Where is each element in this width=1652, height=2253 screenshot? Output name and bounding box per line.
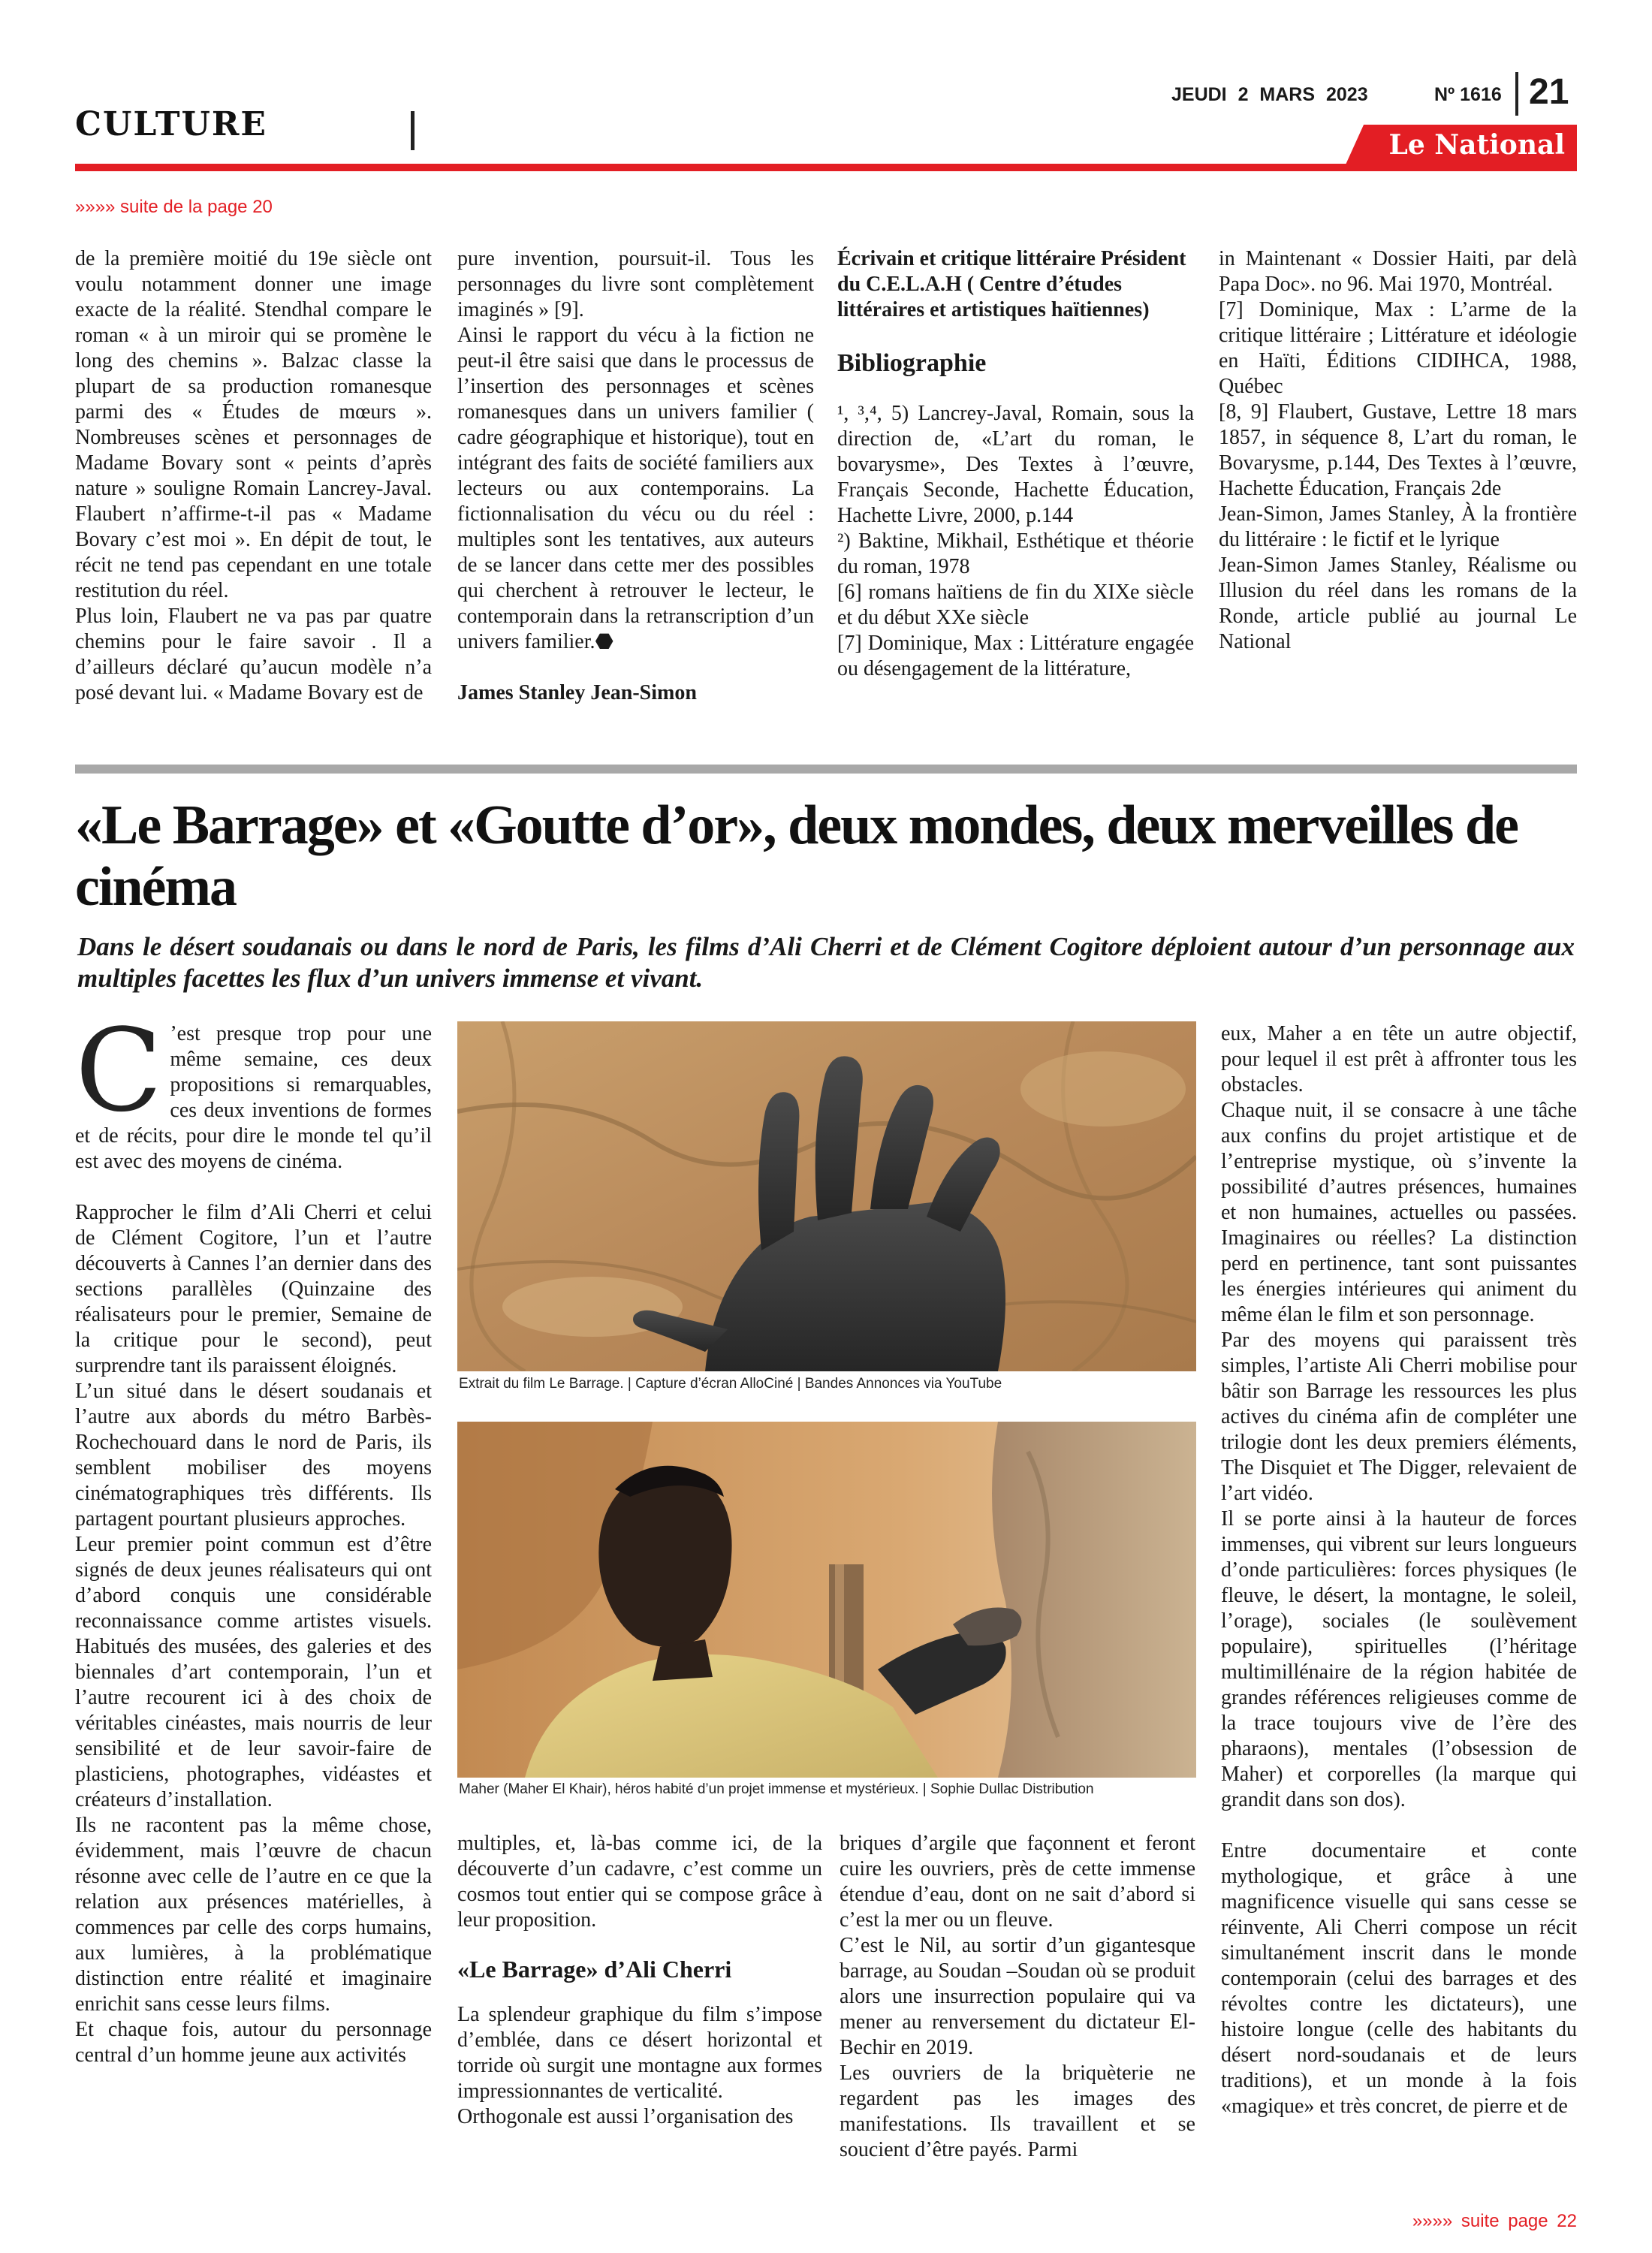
prev-article-column-3 — [837, 246, 1194, 682]
paragraph: pure invention, poursuit-il. Tous les personnages du livre sont complètement imaginés » [9]. — [457, 247, 814, 321]
section-divider — [411, 111, 415, 150]
image-caption: Maher (Maher El Khair), héros habité d’un projet immense et mystérieux. | Sophie Dullac Distribution — [459, 1781, 1094, 1797]
prev-article-column-4 — [1219, 246, 1577, 655]
paragraph: multiples, et, là-bas comme ici, de la découverte d’un cadavre, c’est comme un cosmos tout entier qui se compose grâce à leur proposition. — [457, 1832, 822, 1932]
author-role: Écrivain et critique littéraire Président du C.E.L.A.H ( Centre d’études littéraires et artistiques haïtiennes) — [837, 247, 1186, 321]
paragraph: Rapprocher le film d’Ali Cherri et celui de Clément Cogitore, l’un et l’autre découverts à Cannes l’an dernier dans des sections parallèles (Quinzaine des réalisateurs pour le premier, Semaine de la critique pour le second), peut surprendre tant ils paraissent éloignés. — [75, 1201, 432, 1377]
bibliography-entry: ¹, ³,⁴, 5) Lancrey-Javal, Romain, sous la direction de, «L’art du roman, le bovarysme», Des Textes à l’œuvre, Français Seconde, Hachette Éducation, Hachette Livre, 2000, p.144 — [837, 402, 1194, 527]
paragraph: C’est le Nil, au sortir d’un gigantesque barrage, au Soudan –Soudan où se produit alors une insurrection populaire qui va mener au renversement du dictateur El-Bechir en 2019. — [840, 1934, 1195, 2059]
maher-portrait-image — [457, 1422, 1196, 1778]
issue-number: Nº 1616 — [1434, 84, 1502, 105]
paragraph: eux, Maher a en tête un autre objectif, pour lequel il est prêt à affronter tous les obstacles. — [1221, 1022, 1577, 1096]
prev-article-column-1 — [75, 246, 432, 706]
opening-text: ’est presque trop pour une même semaine, ces deux propositions si remarquables, ces deux inventions de formes et de récits, pour dire le monde tel qu’il est avec des moyens de cinéma. — [75, 1022, 432, 1173]
article-headline: «Le Barrage» et «Goutte d’or», deux mondes, deux merveilles de cinéma — [75, 795, 1518, 918]
bibliography-entry: [7] Dominique, Max : L’arme de la critique littéraire ; Littérature et idéologie en Haïti, Éditions CIDIHCA, 1988, Québec — [1219, 298, 1577, 398]
bibliography-entry: Jean-Simon, James Stanley, À la frontière du littéraire : le fictif et le lyrique — [1219, 502, 1577, 551]
spacer — [75, 1175, 432, 1200]
paragraph: Ainsi le rapport du vécu à la fiction ne peut-il être saisi que dans le processus de l’insertion des personnages et scènes romanesques dans un univers familier ( cadre géographique et historique), tout en intégrant des faits de société familiers aux lecteurs ou aux contemporains. La fictionnalisation du vécu ou du réel : multiples sont les tentatives, aux auteurs de se lancer dans cette mer des possibles qui cherchent à retrouver le lecteur, le contemporain dans la retranscription d’un univers familier.⬣ — [457, 324, 814, 653]
bibliography-entry: [8, 9] Flaubert, Gustave, Lettre 18 mars 1857, in séquence 8, L’art du roman, le Bovarysme, p.144, Des Textes à l’œuvre, Hachette Éducation, Français 2de — [1219, 400, 1577, 500]
spacer — [457, 655, 814, 680]
paragraph: Plus loin, Flaubert ne va pas par quatre chemins pour le faire savoir . Il a d’ailleurs déclaré qu’aucun modèle n’a posé devant lui. « Madame Bovary est de — [75, 605, 432, 704]
article-separator — [75, 765, 1577, 774]
article-column-4 — [1221, 1021, 1577, 2119]
bibliography-entry: in Maintenant « Dossier Haiti, par delà Papa Doc». no 96. Mai 1970, Montréal. — [1219, 247, 1577, 296]
paragraph: L’un situé dans le désert soudanais et l’autre aux abords du métro Barbès-Rochechouard dans le nord de Paris, ils semblent mobiliser des moyens cinématographiques très différents. Ils partagent pourtant plusieurs approches. — [75, 1380, 432, 1531]
opening-paragraph — [75, 1004, 432, 1175]
film-still-hand — [457, 1021, 1196, 1371]
article-subheading: «Le Barrage» d’Ali Cherri — [457, 1956, 732, 1983]
newspaper-brand: Le National — [1388, 129, 1565, 161]
section-title: CULTURE — [75, 105, 267, 143]
article-lead: Dans le désert soudanais ou dans le nord de Paris, les films d’Ali Cherri et de Clément Cogitore déploient autour d’un personnage aux multiples facettes les flux d’un univers immense et vivant. — [77, 932, 1575, 993]
image-caption: Extrait du film Le Barrage. | Capture d’écran AlloCiné | Bandes Annonces via YouTube — [459, 1376, 1002, 1392]
film-still-maher — [457, 1422, 1196, 1778]
bibliography-entry: [6] romans haïtiens de fin du XIXe siècle et du début XXe siècle — [837, 581, 1194, 629]
paragraph: La splendeur graphique du film s’impose d’emblée, dans ce désert horizontal et torride où surgit une montagne aux formes impressionnantes de verticalité. — [457, 2003, 822, 2103]
hand-on-clay-image — [457, 1021, 1196, 1371]
article-column-3 — [840, 1831, 1195, 2163]
prev-article-column-2 — [457, 246, 814, 706]
issue-date: JEUDI 2 MARS 2023 — [1171, 84, 1368, 105]
page-number-divider — [1515, 72, 1518, 116]
bibliography-heading: Bibliographie — [837, 349, 987, 377]
paragraph: briques d’argile que façonnent et feront cuire les ouvriers, près de cette immense étendue d’eau, dont on ne sait d’abord si c’est la mer ou un fleuve. — [840, 1832, 1195, 1932]
article-column-2 — [457, 1831, 822, 2130]
paragraph: Et chaque fois, autour du personnage central d’un homme jeune aux activités — [75, 2018, 432, 2067]
paragraph: Chaque nuit, il se consacre à une tâche aux confins du projet artistique et de l’entreprise mystique, où s’invente la possibilité d’autres présences, humaines et non humaines, actuelles ou passées. Imaginaires ou réelles? La distinction perd en pertinence, tant sont puissantes les énergies intérieures qui animent du même élan le film et son personnage. — [1221, 1099, 1577, 1326]
paragraph: de la première moitié du 19e siècle ont voulu notamment donner une image exacte de la réalité. Stendhal compare le roman « à un miroir qui se promène le long des chemins ». Balzac classe la plupart de sa production romanesque parmi des « Études de mœurs ». Nombreuses scènes et personnages de Madame Bovary sont « peints d’après nature » souligne Romain Lancrey-Javal. Flaubert n’affirme-t-il pas « Madame Bovary c’est moi ». En dépit de tout, le récit ne tend pas cependant en une totale restitution du réel. — [75, 247, 432, 602]
paragraph: Par des moyens qui paraissent très simples, l’artiste Ali Cherri mobilise pour bâtir son Barrage les ressources les plus actives du cinéma afin de compléter une trilogie dont les deux premiers éléments, The Disquiet et The Digger, relevaient de l’art vidéo. — [1221, 1329, 1577, 1505]
paragraph: Leur premier point commun est d’être signés de deux jeunes réalisateurs qui ont d’abord conquis une considérable reconnaissance comme artistes visuels. Habitués des musées, des galeries et des biennales d’art contemporain, l’un et l’autre recourent ici à des choix de véritables cinéastes, mais nourris de leur sensibilité et de leur savoir-faire de plasticiens, photographes, vidéastes et créateurs d’installation. — [75, 1533, 432, 1811]
page-number: 21 — [1529, 72, 1569, 112]
bibliography-entry: Jean-Simon James Stanley, Réalisme ou Illusion du réel dans les romans de la Ronde, article publié au journal Le National — [1219, 553, 1577, 653]
article-column-1 — [75, 1004, 432, 2068]
paragraph: Ils ne racontent pas la même chose, évidemment, mais l’œuvre de chacun résonne avec celle de l’autre en ce que la relation aux présences matérielles, à commences par celle des corps humains, aux lumières, à la problématique distinction entre réalité et imaginaire enrichit sans cesse leurs films. — [75, 1814, 432, 2016]
paragraph: Il se porte ainsi à la hauteur de forces immenses, qui vibrent sur leurs longueurs d’onde particulières: forces physiques (le fleuve, le désert, la montagne, le soleil, l’orage), sociales (le soulèvement populaire), spirituelles (l’héritage multimillénaire de la région habitée de grandes références religieuses comme de la trace toujours vive de l’ère des pharaons), mentales (l’obsession de Maher) et corporelles (la marque qui grandit dans son dos). — [1221, 1507, 1577, 1811]
paragraph: Les ouvriers de la briquèterie ne regardent pas les images des manifestations. Ils travaillent et se soucient d’être payés. Parmi — [840, 2061, 1195, 2161]
prev-article-author: James Stanley Jean-Simon — [457, 681, 697, 704]
bibliography-entry: ²) Baktine, Mikhail, Esthétique et théorie du roman, 1978 — [837, 529, 1194, 578]
continued-to-link[interactable]: »»»» suite page 22 — [1412, 2211, 1577, 2231]
bibliography-entry: [7] Dominique, Max : Littérature engagée ou désengagement de la littérature, — [837, 632, 1194, 680]
drop-cap: C — [75, 1004, 163, 1137]
continued-from-link[interactable]: »»»» suite de la page 20 — [75, 197, 273, 217]
paragraph: Entre documentaire et conte mythologique, et grâce à une magnificence visuelle qui sans cesse se réinvente, Ali Cherri compose un récit simultanément inscrit dans le monde contemporain (celui des barrages et des révoltes contre les dictateurs), une histoire longue (celle des habitants du désert nord-soudanais et de leurs traditions), et un monde à la fois «magique» et très concret, de pierre et de — [1221, 1839, 1577, 2118]
paragraph: Orthogonale est aussi l’organisation des — [457, 2105, 794, 2128]
spacer — [1221, 1813, 1577, 1838]
